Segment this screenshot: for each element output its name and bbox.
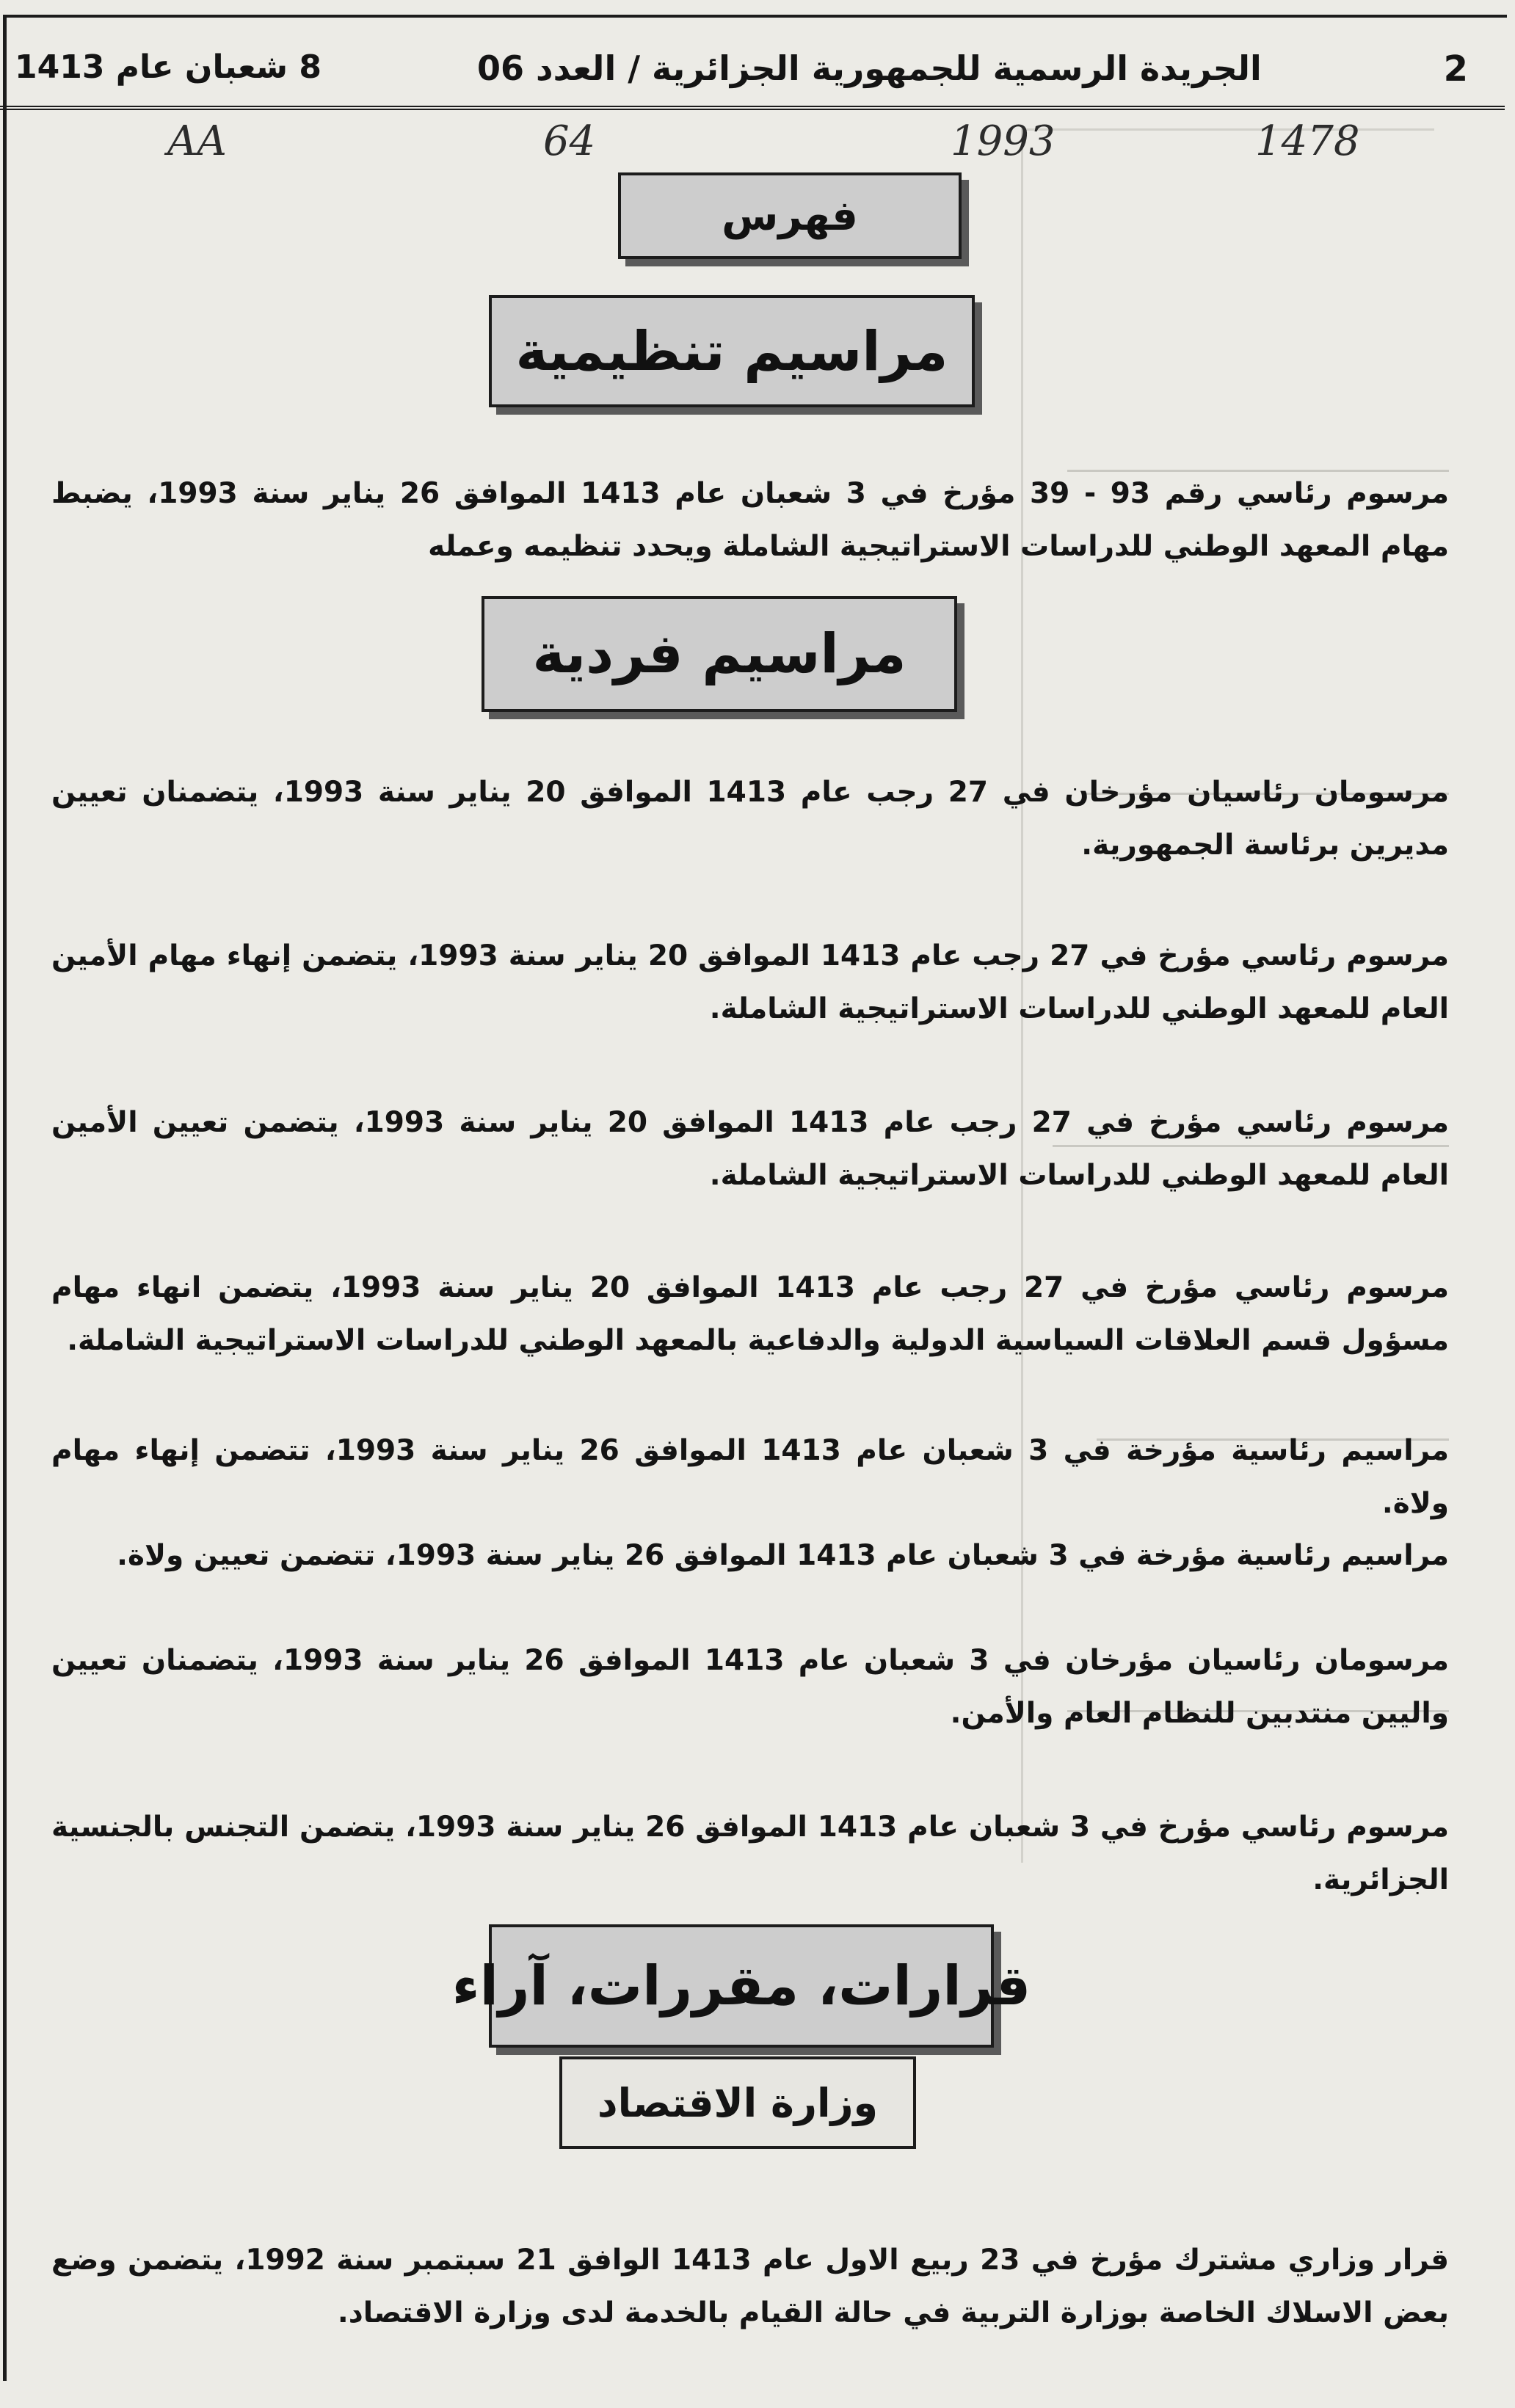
handwritten-note: 1478: [1255, 117, 1360, 165]
section-decisions: قرارات، مقررات، آراء: [489, 1924, 994, 2048]
index-entry: قرار وزاري مشترك مؤرخ في 23 ربيع الاول عام 1413 الوافق 21 سبتمبر سنة 1992، يتضمن وضع بعض الاسلاك الخاصة بوزارة التربية في حالة القيام بالخدمة لدى وزارة الاقتصاد.: [51, 2244, 1449, 2329]
index-entry: مرسوم رئاسي مؤرخ في 27 رجب عام 1413 الموافق 20 يناير سنة 1993، يتضمن انهاء مهام مسؤول قسم العلاقات السياسية الدولية والدفاعية بالمعهد الوطني للدراسات الاستراتيجية الشاملة.: [51, 1271, 1449, 1357]
index-entry: مراسيم رئاسية مؤرخة في 3 شعبان عام 1413 الموافق 26 يناير سنة 1993، تتضمن إنهاء مهام ولاة.: [51, 1434, 1449, 1520]
page-header: [0, 18, 1505, 110]
index-entry: مرسوم رئاسي مؤرخ في 27 رجب عام 1413 الموافق 20 يناير سنة 1993، يتضمن تعيين الأمين العام للمعهد الوطني للدراسات الاستراتيجية الشاملة.: [51, 1106, 1449, 1192]
section-regulatory-decrees: مراسيم تنظيمية: [489, 295, 975, 407]
index-entry: مرسوم رئاسي مؤرخ في 27 رجب عام 1413 الموافق 20 يناير سنة 1993، يتضمن إنهاء مهام الأمين العام للمعهد الوطني للدراسات الاستراتيجية الشاملة.: [51, 939, 1449, 1025]
index-entry: مرسوم رئاسي مؤرخ في 3 شعبان عام 1413 الموافق 26 يناير سنة 1993، يتضمن التجنس بالجنسية الجزائرية.: [51, 1811, 1449, 1896]
index-entry: مرسومان رئاسيان مؤرخان في 27 رجب عام 1413 الموافق 20 يناير سنة 1993، يتضمنان تعيين مديرين برئاسة الجمهورية.: [51, 776, 1449, 862]
issue-date: 8 شعبان عام 1413: [15, 48, 322, 86]
index-heading: فهرس: [618, 172, 962, 259]
handwritten-note: 1993: [951, 117, 1056, 165]
index-entry: مرسوم رئاسي رقم 93 - 39 مؤرخ في 3 شعبان عام 1413 الموافق 26 يناير سنة 1993، يضبط مهام المعهد الوطني للدراسات الاستراتيجية الشاملة ويحدد تنظيمه وعمله: [51, 477, 1449, 563]
ministry-heading: وزارة الاقتصاد: [559, 2056, 916, 2149]
section-individual-decrees: مراسيم فردية: [482, 596, 957, 712]
index-entry: مراسيم رئاسية مؤرخة في 3 شعبان عام 1413 الموافق 26 يناير سنة 1993، تتضمن تعيين ولاة.: [117, 1539, 1449, 1572]
page-number: 2: [1443, 48, 1468, 90]
handwritten-note: AA: [167, 117, 227, 165]
handwritten-note: 64: [543, 117, 596, 165]
journal-title: الجريدة الرسمية للجمهورية الجزائرية / العدد 06: [477, 48, 1262, 88]
index-entry: مرسومان رئاسيان مؤرخان في 3 شعبان عام 1413 الموافق 26 يناير سنة 1993، يتضمنان تعيين واليين منتدبين للنظام العام والأمن.: [51, 1644, 1449, 1730]
